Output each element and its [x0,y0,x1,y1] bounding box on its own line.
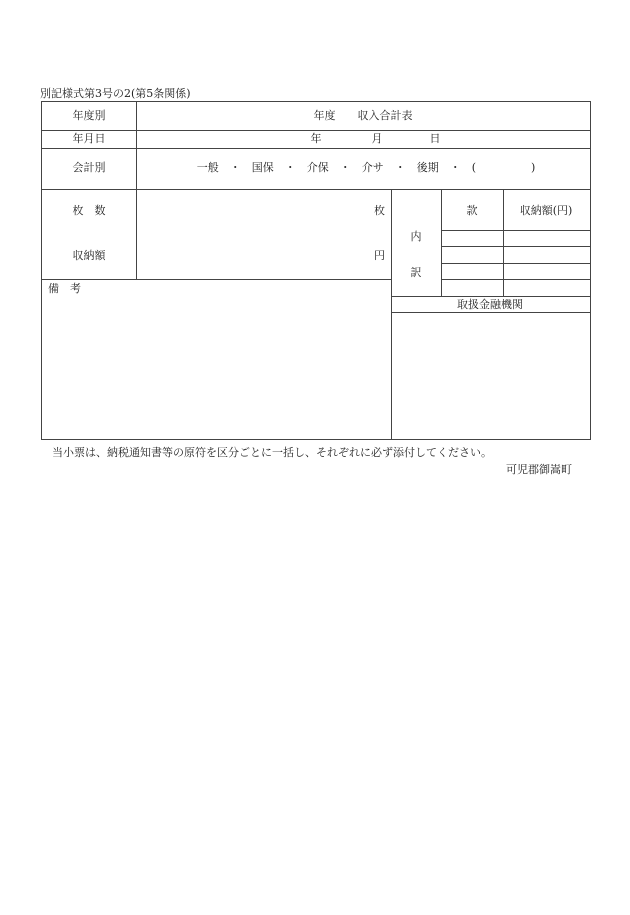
shuno-label: 収納額 [72,249,106,262]
label-column-divider [136,102,137,279]
receipt-summary-form [41,101,591,440]
breakdown-col-kan: 款 [466,204,478,217]
date-month: 月 [371,132,383,145]
bank-label: 取扱金融機関 [457,298,523,311]
row-divider [42,130,590,131]
nendobetsu-value: 年度 収入合計表 [313,109,413,122]
form-caption: 別記様式第3号の2(第5条関係) [40,87,191,100]
biko-label: 備 考 [48,282,81,295]
footer-note: 当小票は、納税通知書等の原符を区分ごとに一括し、それぞれに必ず添付してください。 [52,446,492,459]
nendobetsu-label: 年度別 [72,109,106,122]
breakdown-row-line [441,263,590,264]
breakdown-label-bottom: 訳 [410,266,422,279]
date-year: 年 [310,132,322,145]
breakdown-label-divider [441,189,442,296]
breakdown-row-line [441,279,590,280]
breakdown-left-divider [391,189,392,439]
breakdown-col-amount: 収納額(円) [519,204,573,217]
row-divider [42,189,590,190]
town-name: 可児郡御嵩町 [506,463,572,476]
breakdown-row-line [441,230,590,231]
kaikei-label: 会計別 [72,161,106,174]
kaikei-options: 一般 ・ 国保 ・ 介保 ・ 介サ ・ 後期 ・ ( ) [196,161,536,174]
breakdown-amount-divider [503,189,504,296]
shuno-unit: 円 [374,249,385,262]
maisu-unit: 枚 [374,204,385,217]
row-divider [42,148,590,149]
breakdown-label-top: 内 [410,230,422,243]
date-label: 年月日 [72,132,106,145]
row-divider [42,279,391,280]
bank-bottom-line [391,312,590,313]
bank-top-line [391,296,590,297]
date-day: 日 [429,132,441,145]
breakdown-row-line [441,246,590,247]
maisu-label: 枚 数 [72,204,106,217]
